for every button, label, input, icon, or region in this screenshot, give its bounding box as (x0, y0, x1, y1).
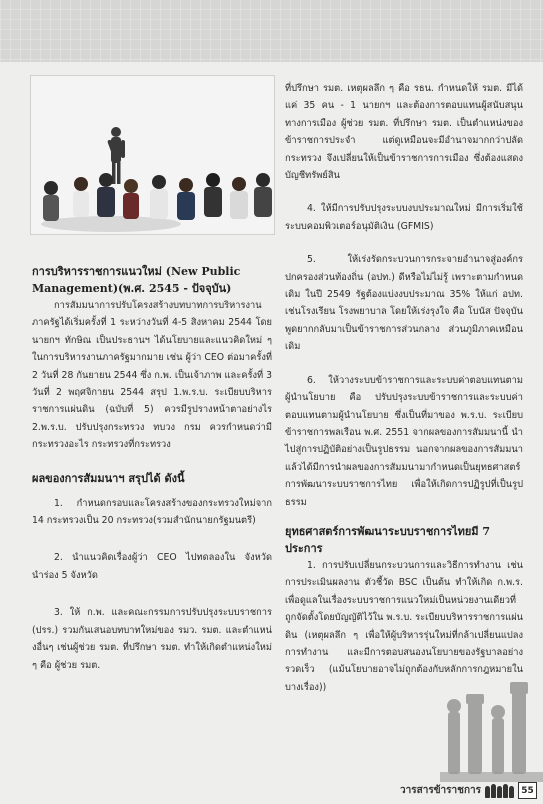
people-logo-icon (485, 784, 515, 798)
result-item-5: 5. ให้เร่งรัดกระบวนการกระจายอำนาจสู่องค์กรปกครองส่วนท้องถิ่น (อปท.) ดีหรือไม่ไม่รู้ เพราะตามกำหนดเดิม ในปี 2549 รัฐต้องแบ่งงบประมาณ 35% ให้แก่ อปท. เช่นโรงเรียน โรงพยาบาล โดยให้เร่งรุงใจ คือ โบนัส ปัจจุบันพูดยากกลับมาเป็นข้าราชการส่วนกลาง ส่วนภูมิภาคเหมือนเดิม (285, 254, 523, 353)
result-item-4: 4. ให้มีการปรับปรุงระบบงบประมาณใหม่ มีการเริ่มใช้ระบบคอมพิวเตอร์อนุมัติเงิน (GFMIS) (285, 203, 523, 232)
business-crowd-photo-icon (31, 76, 274, 234)
result-item-3: 3. ให้ ก.พ. และคณะกรรมการปรับปรุงระบบราชการ (ปรร.) รวมกันเสนอบทบาทใหม่ของ รมว. รมต. และตำแหน่งอื่นๆ เช่นผู้ช่วย รมต. ที่ปรึกษา รมต. ทำให้เกิดตำแหน่งใหม่ ๆ คือ ผู้ช่วย รมต. (32, 607, 272, 671)
page-footer (342, 781, 537, 800)
strategy-item-1: 1. การปรับเปลี่ยนกระบวนการและวิธีการทำงาน เช่น การประเมินผลงาน ตัวชี้วัด BSC เป็นต้น ทำให้เกิด ก.พ.ร. เพื่อดูแลในเรื่องระบบราชการแนวใหม่เป็นหน่วยงานเดียวที่ถูกจัดตั้งโดยบัญญัติไว้ใน พ.ร.บ. ระเบียบบริหารราชการแผ่นดิน (เหตุผลลึก ๆ เพื่อให้ผู้บริหารรุ่นใหม่ที่กล้าเปลี่ยนแปลงการทำงาน และมีการตอบสนองนโยบายของรัฐบาลอย่างรวดเร็ว (แม้นโยบายอาจไม่ถูกต้องกับหลักการกฎหมายในบางเรื่อง)) (285, 559, 523, 693)
result-item-6: 6. ให้วางระบบข้าราชการและระบบค่าตอบแทนตามผู้นำนโยบาย คือ ปรับปรุงระบบข้าราชการและระบบค่าตอบแทนตามผู้นำนโยบาย ซึ่งเป็นที่มาของ พ.ร.บ. ระเบียบข้าราชการพลเรือน พ.ศ. 2551 จากผลของการสัมมนานี้ นำไปสู่การปฏิบัติอย่างเป็นรูปธรรม นอกจากผลของการสัมมนาแล้วได้มีการนำผลของการสัมมนามากำหนดเป็นยุทธศาสตร์การพัฒนาระบบราชการไทย เพื่อให้เกิดการปฏิรูปที่เป็นรูปธรรม (285, 374, 523, 508)
paragraph-seminar: การสัมมนาการปรับโครงสร้างบทบาทการบริหารงานภาครัฐได้เริ่มครั้งที่ 1 ระหว่างวันที่ 4-5 สิงหาคม 2544 โดยนายกฯ ทักษิณ เป็นประธานฯ ได้นโยบายและแนวคิดใหม่ ๆ ในการบริหารงานภาครัฐมากมาย เช่น ผู้ว่า CEO ต่อมาครั้งที่ 2 วันที่ 28 กันยายน 2544 ซึ่ง ก.พ. เป็นเจ้าภาพ และครั้งที่ 3 วันที่ 2 พฤศจิกายน 2544 สรุป 1.พ.ร.บ. ระเบียบบริหารราชการแผ่นดิน (ฉบับที่ 5) ควรมีรูปรางหน้าตาอย่างไร 2.พ.ร.บ. ปรับปรุงกระทรวง ทบวง กรม ควรกำหนดว่ามีกระทรวงอะไร กระทรวงที่กระทรวง (32, 300, 272, 451)
heading-seminar-results: ผลของการสัมมนาฯ สรุปได้ ดังนี้ (32, 471, 185, 485)
left-column (32, 263, 272, 674)
page-number: 55 (518, 782, 537, 799)
paragraph-continuation: ที่ปรึกษา รมต. เหตุผลลึก ๆ คือ รธน. กำหนดให้ รมต. มีได้แค่ 35 คน - 1 นายกฯ และต้องการตอบแทนผู้สนับสนุนทางการเมือง ผู้ช่วย รมต. ที่ปรึกษา รมต. เป็นตำแหน่งของข้าราชการประจำ แต่ดูเหมือนจะมีอำนาจมากกว่าปลัดกระทรวง จึงเปลี่ยนให้เป็นข้าราชการการเมือง ซึ่งต้องแสดงบัญชีทรัพย์สิน (285, 83, 523, 182)
right-column (285, 80, 523, 696)
business-crowd-photo (30, 75, 275, 235)
result-item-1: 1. กำหนดกรอบและโครงสร้างของกระทรวงใหม่จาก 14 กระทรวงเป็น 20 กระทรวง(รวมสำนักนายกรัฐมนตรี) (32, 497, 272, 527)
heading-new-public-management: การบริหารราชการแนวใหม่ (New Public Management)(พ.ศ. 2545 - ปัจจุบัน) (32, 265, 241, 295)
magazine-name: วารสารข้าราชการ (400, 785, 481, 796)
result-item-2: 2. นำแนวคิดเรื่องผู้ว่า CEO ไปทดลองใน จังหวัดนำร่อง 5 จังหวัด (32, 552, 272, 581)
chess-pieces-icon (440, 672, 543, 782)
top-band (0, 0, 543, 62)
heading-strategies: ยุทธศาสตร์การพัฒนาระบบราชการไทยมี 7 ประการ (285, 524, 491, 555)
